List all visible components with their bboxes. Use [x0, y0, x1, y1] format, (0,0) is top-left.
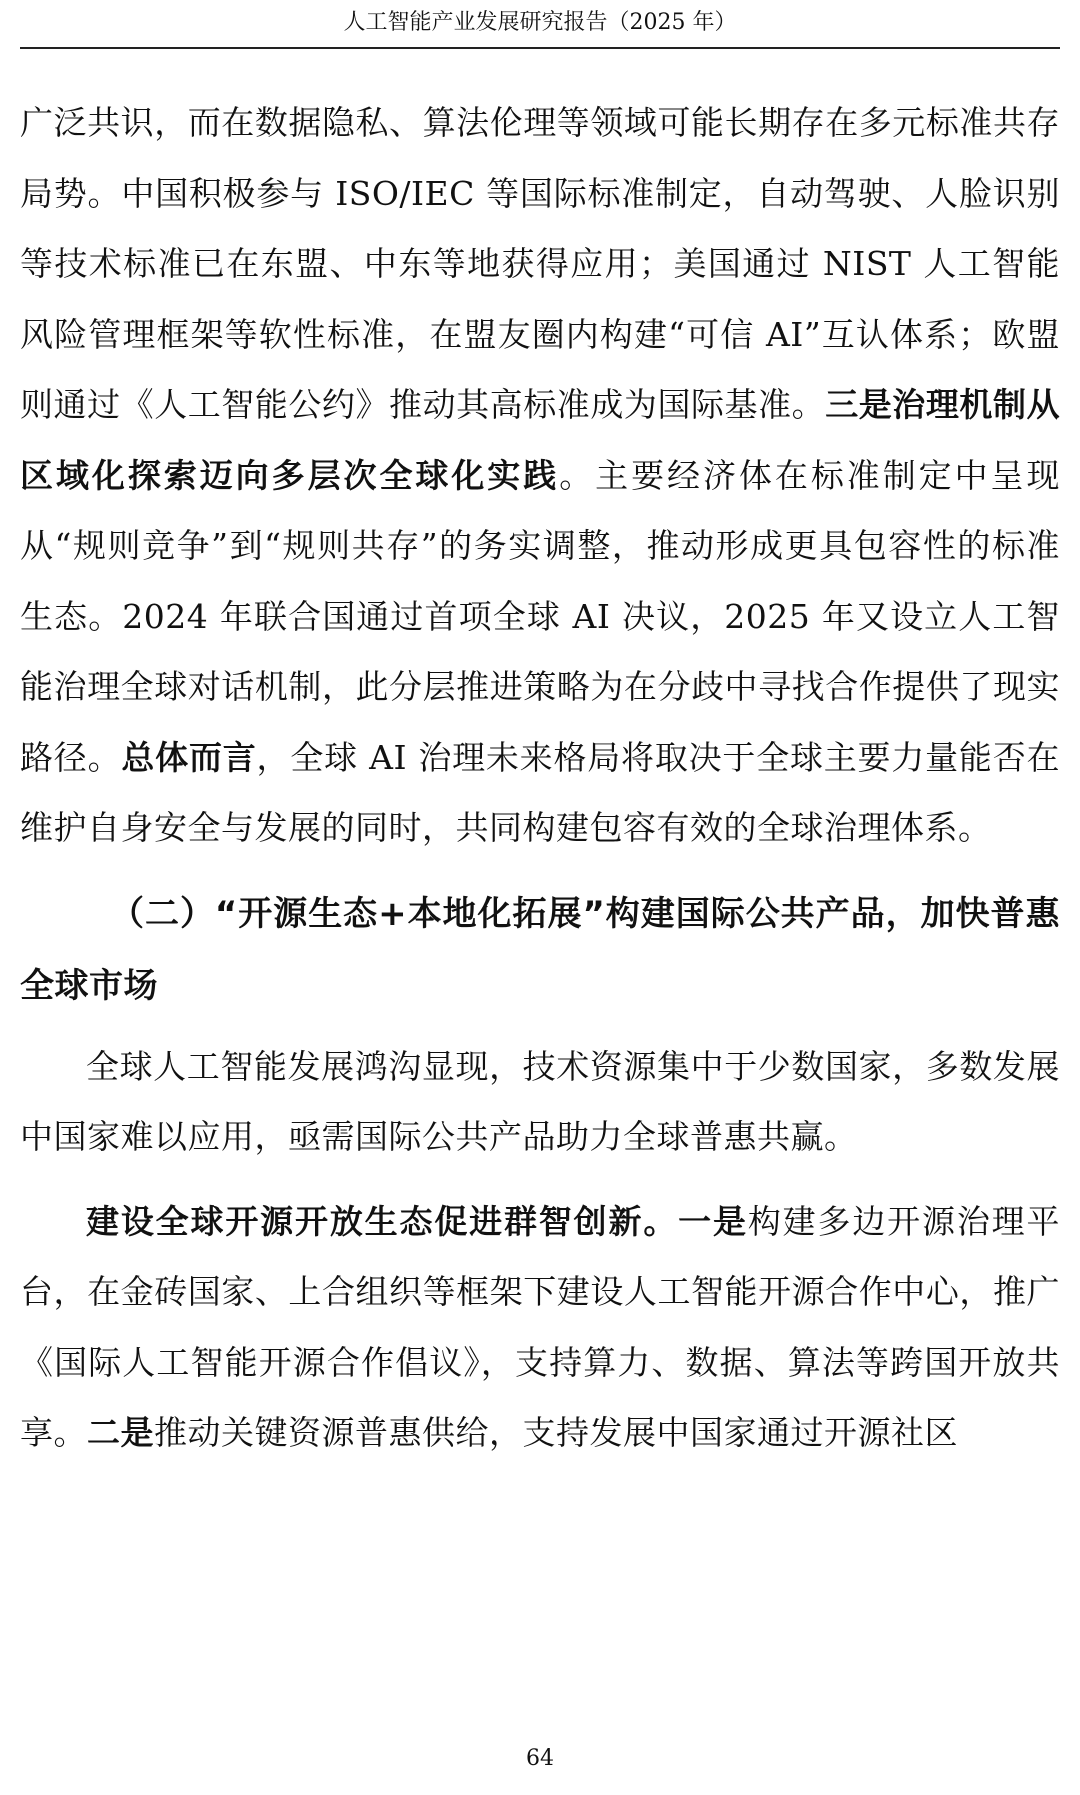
- header-rule: [20, 47, 1060, 49]
- bold-phrase: 建设全球开源开放生态促进群智创新。一是: [86, 1201, 748, 1241]
- bold-phrase: 总体而言: [121, 737, 257, 777]
- paragraph-open-source: [20, 1187, 1060, 1469]
- paragraph-intro: 全球人工智能发展鸿沟显现，技术资源集中于少数国家，多数发展中国家难以应用，亟需国际公共产品助力全球普惠共赢。: [20, 1046, 1060, 1156]
- paragraph-governance: [20, 88, 1060, 864]
- paragraph-text: 构建多边开源治理平台，在金砖国家、上合组织等框架下建设人工智能开源合作中心，推广《国际人工智能开源合作倡议》，支持算力、数据、算法等跨国开放共享。: [20, 1201, 1061, 1452]
- paragraph-text: 广泛共识，而在数据隐私、算法伦理等领域可能长期存在多元标准共存局势。中国积极参与 ISO/IEC 等国际标准制定，自动驾驶、人脸识别等技术标准已在东盟、中东等地获得应用；美国通过 NIST 人工智能风险管理框架等软性标准，在盟友圈内构建“可信 AI”互认体系；欧盟则通过《人工智能公约》推动其高标准成为国际基准。: [20, 103, 1060, 424]
- paragraph-text: 。主要经济体在标准制定中呈现从“规则竞争”到“规则共存”的务实调整，推动形成更具包容性的标准生态。2024 年联合国通过首项全球 AI 决议，2025 年又设立人工智能治理全球对话机制，此分层推进策略为在分歧中寻找合作提供了现实路径。: [20, 455, 1061, 777]
- paragraph-gap: [20, 1173, 1060, 1187]
- paragraph-text: ，全球 AI 治理未来格局将取决于全球主要力量能否在维护自身安全与发展的同时，共同构建包容有效的全球治理体系。: [20, 737, 1061, 847]
- page-body: [20, 88, 1060, 1469]
- paragraph-text: 推动关键资源普惠供给，支持发展中国家通过开源社区: [154, 1413, 958, 1452]
- bold-phrase: 二是: [87, 1413, 154, 1452]
- bold-phrase: 三是治理机制从区域化探索迈向多层次全球化实践: [20, 385, 1061, 495]
- running-header: 人工智能产业发展研究报告（2025 年）: [343, 10, 737, 35]
- section-heading: （二）“开源生态+本地化拓展”构建国际公共产品，加快普惠全球市场: [20, 893, 1060, 1006]
- page-number: 64: [526, 1746, 554, 1771]
